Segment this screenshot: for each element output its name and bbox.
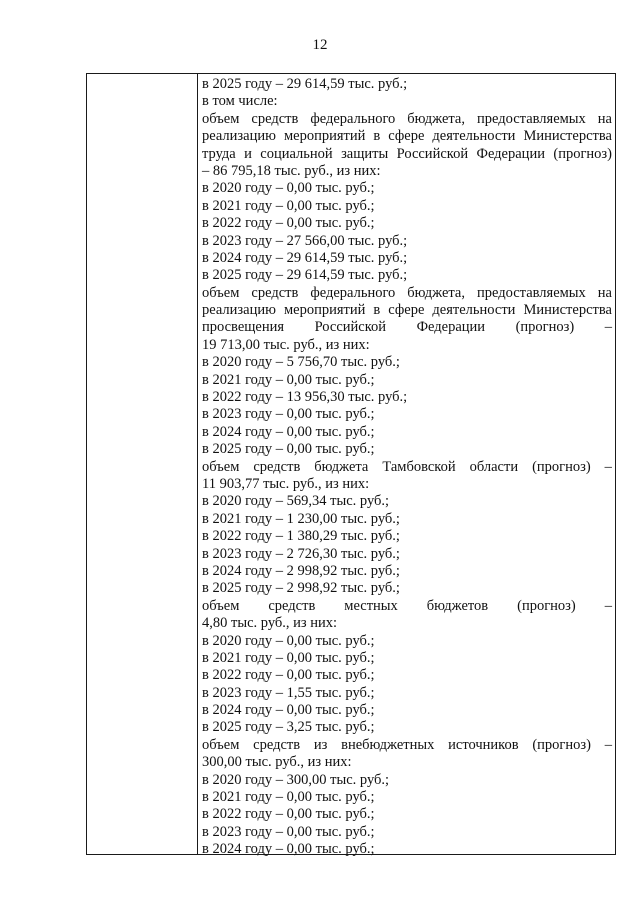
text-word: – — [604, 458, 612, 475]
text-word: – — [604, 319, 612, 336]
table-content-cell — [198, 74, 615, 858]
text-word: мероприятий — [283, 128, 366, 145]
text-line — [202, 285, 612, 302]
text-line — [202, 598, 612, 615]
text-word: сфере — [388, 128, 425, 145]
text-line: в 2022 году – 0,00 тыс. руб.; — [202, 806, 375, 823]
text-word: (прогноз) — [532, 458, 591, 475]
text-word: средств — [253, 458, 301, 475]
text-word: на — [597, 284, 612, 301]
text-word: реализацию — [202, 302, 276, 319]
text-line: в 2025 году – 29 614,59 тыс. руб.; — [202, 267, 408, 284]
text-line: в 2023 году – 0,00 тыс. руб.; — [202, 406, 375, 423]
text-line — [202, 319, 612, 336]
text-word: Министерства — [523, 302, 612, 319]
text-line: в 2025 году – 29 614,59 тыс. руб.; — [202, 76, 408, 92]
text-word: Российской — [314, 319, 387, 336]
text-line: в 2020 году – 300,00 тыс. руб.; — [202, 771, 390, 788]
text-word: сфере — [388, 302, 425, 319]
text-word: источников — [448, 736, 519, 753]
text-word: на — [597, 110, 612, 127]
text-word: средств — [251, 284, 299, 301]
text-word: деятельности — [432, 128, 516, 145]
text-line: в 2020 году – 5 756,70 тыс. руб.; — [202, 354, 400, 371]
text-line: в 2023 году – 27 566,00 тыс. руб.; — [202, 232, 408, 249]
text-word: предоставляемых — [477, 110, 586, 127]
text-word: средств — [253, 736, 301, 753]
text-word: деятельности — [432, 302, 516, 319]
text-line: в 2022 году – 0,00 тыс. руб.; — [202, 215, 375, 232]
text-word: Федерации — [416, 319, 486, 336]
text-word: Тамбовской — [382, 458, 456, 475]
text-word: бюджета, — [407, 284, 465, 301]
text-line: в 2024 году – 29 614,59 тыс. руб.; — [202, 249, 408, 266]
text-line — [202, 146, 612, 163]
text-line: 19 713,00 тыс. руб., из них: — [202, 336, 370, 353]
text-word: труда — [202, 145, 236, 162]
page-number: 12 — [312, 37, 328, 53]
text-line: в 2023 году – 0,00 тыс. руб.; — [202, 823, 375, 840]
text-word: средств — [251, 110, 299, 127]
text-word: бюджета — [314, 458, 369, 475]
text-line — [202, 128, 612, 145]
text-line: 4,80 тыс. руб., из них: — [202, 615, 338, 632]
text-line: 300,00 тыс. руб., из них: — [202, 754, 352, 771]
text-word: местных — [344, 597, 398, 614]
text-word: (прогноз) — [515, 319, 575, 336]
text-line: в 2021 году – 0,00 тыс. руб.; — [202, 197, 375, 214]
text-word: средств — [268, 597, 316, 614]
text-line — [202, 302, 612, 319]
text-line: в 2021 году – 0,00 тыс. руб.; — [202, 371, 375, 388]
text-word: федерального — [310, 284, 396, 301]
text-line: в 2020 году – 569,34 тыс. руб.; — [202, 493, 390, 510]
financing-table — [86, 73, 616, 858]
text-line: в 2021 году – 0,00 тыс. руб.; — [202, 789, 375, 806]
text-line: в 2020 году – 0,00 тыс. руб.; — [202, 180, 375, 197]
text-word: социальной — [260, 145, 333, 162]
text-line: в 2022 году – 0,00 тыс. руб.; — [202, 667, 375, 684]
text-word: объем — [202, 458, 240, 475]
text-line — [202, 111, 612, 128]
text-word: предоставляемых — [477, 284, 586, 301]
text-word: Министерства — [523, 128, 612, 145]
text-line: в 2022 году – 1 380,29 тыс. руб.; — [202, 528, 400, 545]
text-line: в 2022 году – 13 956,30 тыс. руб.; — [202, 389, 408, 406]
text-line: в 2021 году – 0,00 тыс. руб.; — [202, 649, 375, 666]
text-line: в 2024 году – 0,00 тыс. руб.; — [202, 702, 375, 719]
table-left-cell — [87, 74, 198, 854]
text-line: 11 903,77 тыс. руб., из них: — [202, 475, 370, 492]
text-word: (прогноз) — [553, 145, 612, 162]
text-word: объем — [202, 736, 240, 753]
text-word: внебюджетных — [341, 736, 435, 753]
text-line: в 2023 году – 2 726,30 тыс. руб.; — [202, 545, 400, 562]
text-word: бюджета, — [407, 110, 465, 127]
text-word: бюджетов — [426, 597, 489, 614]
text-word: Российской — [396, 145, 469, 162]
text-line: в 2024 году – 0,00 тыс. руб.; — [202, 841, 375, 858]
text-line: в 2025 году – 2 998,92 тыс. руб.; — [202, 580, 400, 597]
text-line: в 2023 году – 1,55 тыс. руб.; — [202, 684, 375, 701]
text-word: объем — [202, 110, 240, 127]
text-word: – — [604, 597, 612, 614]
text-word: просвещения — [202, 319, 285, 336]
text-word: из — [313, 736, 328, 753]
text-word: (прогноз) — [532, 736, 591, 753]
text-line: в 2024 году – 0,00 тыс. руб.; — [202, 423, 375, 440]
text-word: области — [469, 458, 519, 475]
text-word: объем — [202, 284, 240, 301]
text-line: в 2024 году – 2 998,92 тыс. руб.; — [202, 562, 400, 579]
text-line — [202, 459, 612, 476]
text-word: – — [604, 736, 612, 753]
text-word: реализацию — [202, 128, 276, 145]
text-line: – 86 795,18 тыс. руб., из них: — [202, 162, 381, 179]
text-word: федерального — [310, 110, 396, 127]
text-line: в 2021 году – 1 230,00 тыс. руб.; — [202, 510, 400, 527]
text-word: и — [244, 145, 252, 162]
text-line: в 2020 году – 0,00 тыс. руб.; — [202, 632, 375, 649]
text-word: в — [373, 128, 381, 145]
text-word: (прогноз) — [517, 597, 576, 614]
text-line: в 2025 году – 3,25 тыс. руб.; — [202, 719, 375, 736]
text-line: в 2025 году – 0,00 тыс. руб.; — [202, 441, 375, 458]
text-word: объем — [202, 597, 240, 614]
text-line — [202, 737, 612, 754]
text-word: в — [373, 302, 381, 319]
text-word: Федерации — [476, 145, 545, 162]
text-word: мероприятий — [283, 302, 366, 319]
text-line: в том числе: — [202, 93, 278, 110]
text-word: защиты — [341, 145, 389, 162]
